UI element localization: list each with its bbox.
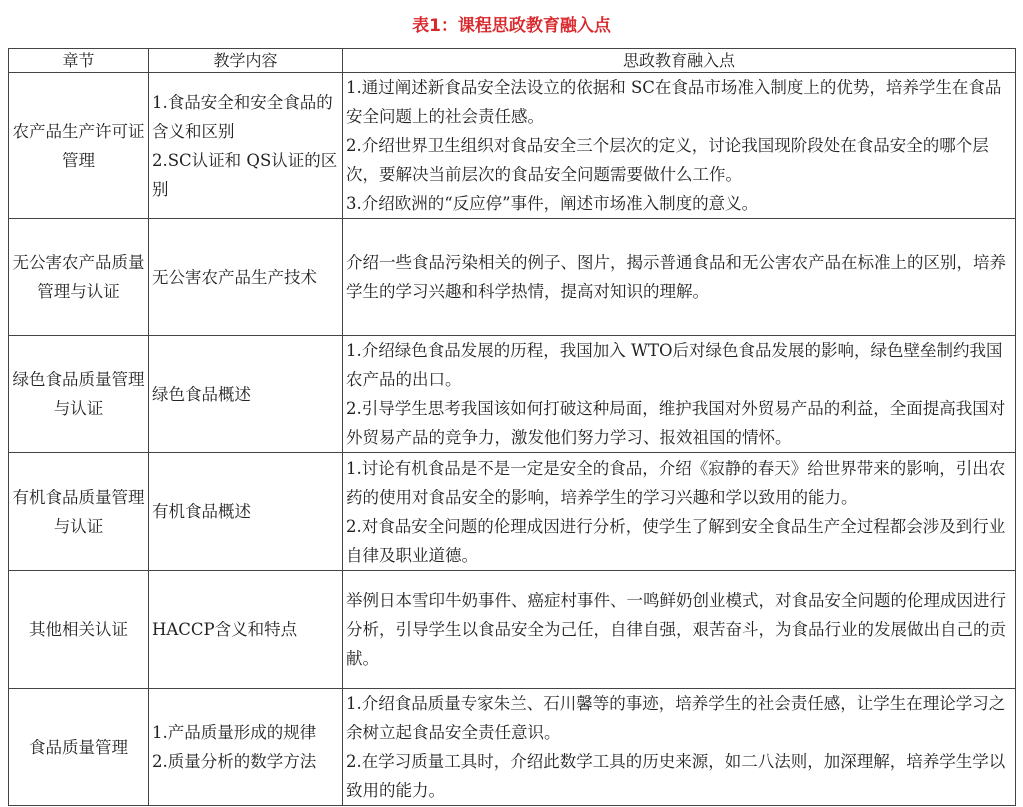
- point-item: 2.对食品安全问题的伦理成因进行分析，使学生了解到安全食品生产全过程都会涉及到行业自律及职业道德。: [346, 516, 1006, 565]
- table-row: [9, 336, 1016, 453]
- header-row: [9, 49, 1016, 73]
- point-item: 举例日本雪印牛奶事件、癌症村事件、一鸣鲜奶创业模式，对食品安全问题的伦理成因进行分析，引导学生以食品安全为己任，自律自强，艰苦奋斗，为食品行业的发展做出自己的贡献。: [346, 591, 1006, 668]
- table-row: [9, 689, 1016, 806]
- point-item: 1.讨论有机食品是不是一定是安全的食品，介绍《寂静的春天》给世界带来的影响，引出农药的使用对食品安全的影响，培养学生的学习兴趣和学以致用的能力。: [346, 458, 1006, 507]
- point-item: 2.在学习质量工具时，介绍此数学工具的历史来源，如二八法则，加深理解，培养学生学以致用的能力。: [346, 752, 1006, 800]
- content-item: 绿色食品概述: [152, 384, 251, 404]
- content-cell: [149, 73, 343, 219]
- points-cell: [343, 453, 1016, 571]
- table-row: [9, 219, 1016, 336]
- header-chapter: 章节: [9, 49, 149, 73]
- chapter-cell: 无公害农产品质量管理与认证: [9, 219, 149, 336]
- point-item: 2.介绍世界卫生组织对食品安全三个层次的定义，讨论我国现阶段处在食品安全的哪个层次，要解决当前层次的食品安全问题需要做什么工作。: [346, 136, 989, 184]
- point-item: 1.通过阐述新食品安全法设立的依据和 SC在食品市场准入制度上的优势，培养学生在食品安全问题上的社会责任感。: [346, 78, 1002, 126]
- content-item: 2.质量分析的数学方法: [152, 752, 317, 771]
- point-item: 3.介绍欧洲的“反应停”事件，阐述市场准入制度的意义。: [346, 194, 759, 213]
- table-title: 表1：课程思政教育融入点: [412, 16, 611, 36]
- content-item: HACCP含义和特点: [152, 620, 298, 639]
- chapter-cell: 农产品生产许可证管理: [9, 73, 149, 219]
- points-cell: [343, 73, 1016, 219]
- chapter-cell: 其他相关认证: [9, 571, 149, 689]
- table-row: [9, 453, 1016, 571]
- chapter-cell: 有机食品质量管理与认证: [9, 453, 149, 571]
- chapter-cell: 绿色食品质量管理与认证: [9, 336, 149, 453]
- points-cell: [343, 571, 1016, 689]
- content-item: 有机食品概述: [152, 502, 251, 521]
- ideological-education-table: [8, 48, 1016, 806]
- header-content: 教学内容: [149, 49, 343, 73]
- point-item: 1.介绍食品质量专家朱兰、石川馨等的事迹，培养学生的社会责任感，让学生在理论学习之余树立起食品安全责任意识。: [346, 694, 1006, 742]
- content-cell: [149, 571, 343, 689]
- point-item: 1.介绍绿色食品发展的历程，我国加入 WTO后对绿色食品发展的影响，绿色壁垒制约我国农产品的出口。: [346, 341, 1003, 389]
- point-item: 2.引导学生思考我国该如何打破这种局面，维护我国对外贸易产品的利益，全面提高我国对外贸易产品的竞争力，激发他们努力学习、报效祖国的情怀。: [346, 399, 1006, 447]
- content-cell: [149, 219, 343, 336]
- points-cell: [343, 336, 1016, 453]
- content-cell: [149, 689, 343, 806]
- content-item: 1.产品质量形成的规律: [152, 723, 317, 742]
- points-cell: [343, 219, 1016, 336]
- content-cell: [149, 453, 343, 571]
- table-row: [9, 73, 1016, 219]
- points-cell: [343, 689, 1016, 806]
- content-cell: [149, 336, 343, 453]
- header-points: 思政教育融入点: [343, 49, 1016, 73]
- point-item: 介绍一些食品污染相关的例子、图片，揭示普通食品和无公害农产品在标准上的区别，培养学生的学习兴趣和科学热情，提高对知识的理解。: [346, 253, 1006, 301]
- table-row: [9, 571, 1016, 689]
- content-item: 无公害农产品生产技术: [152, 267, 317, 287]
- content-item: 1.食品安全和安全食品的含义和区别: [152, 92, 333, 141]
- chapter-cell: 食品质量管理: [9, 689, 149, 806]
- content-item: 2.SC认证和 QS认证的区别: [152, 150, 338, 199]
